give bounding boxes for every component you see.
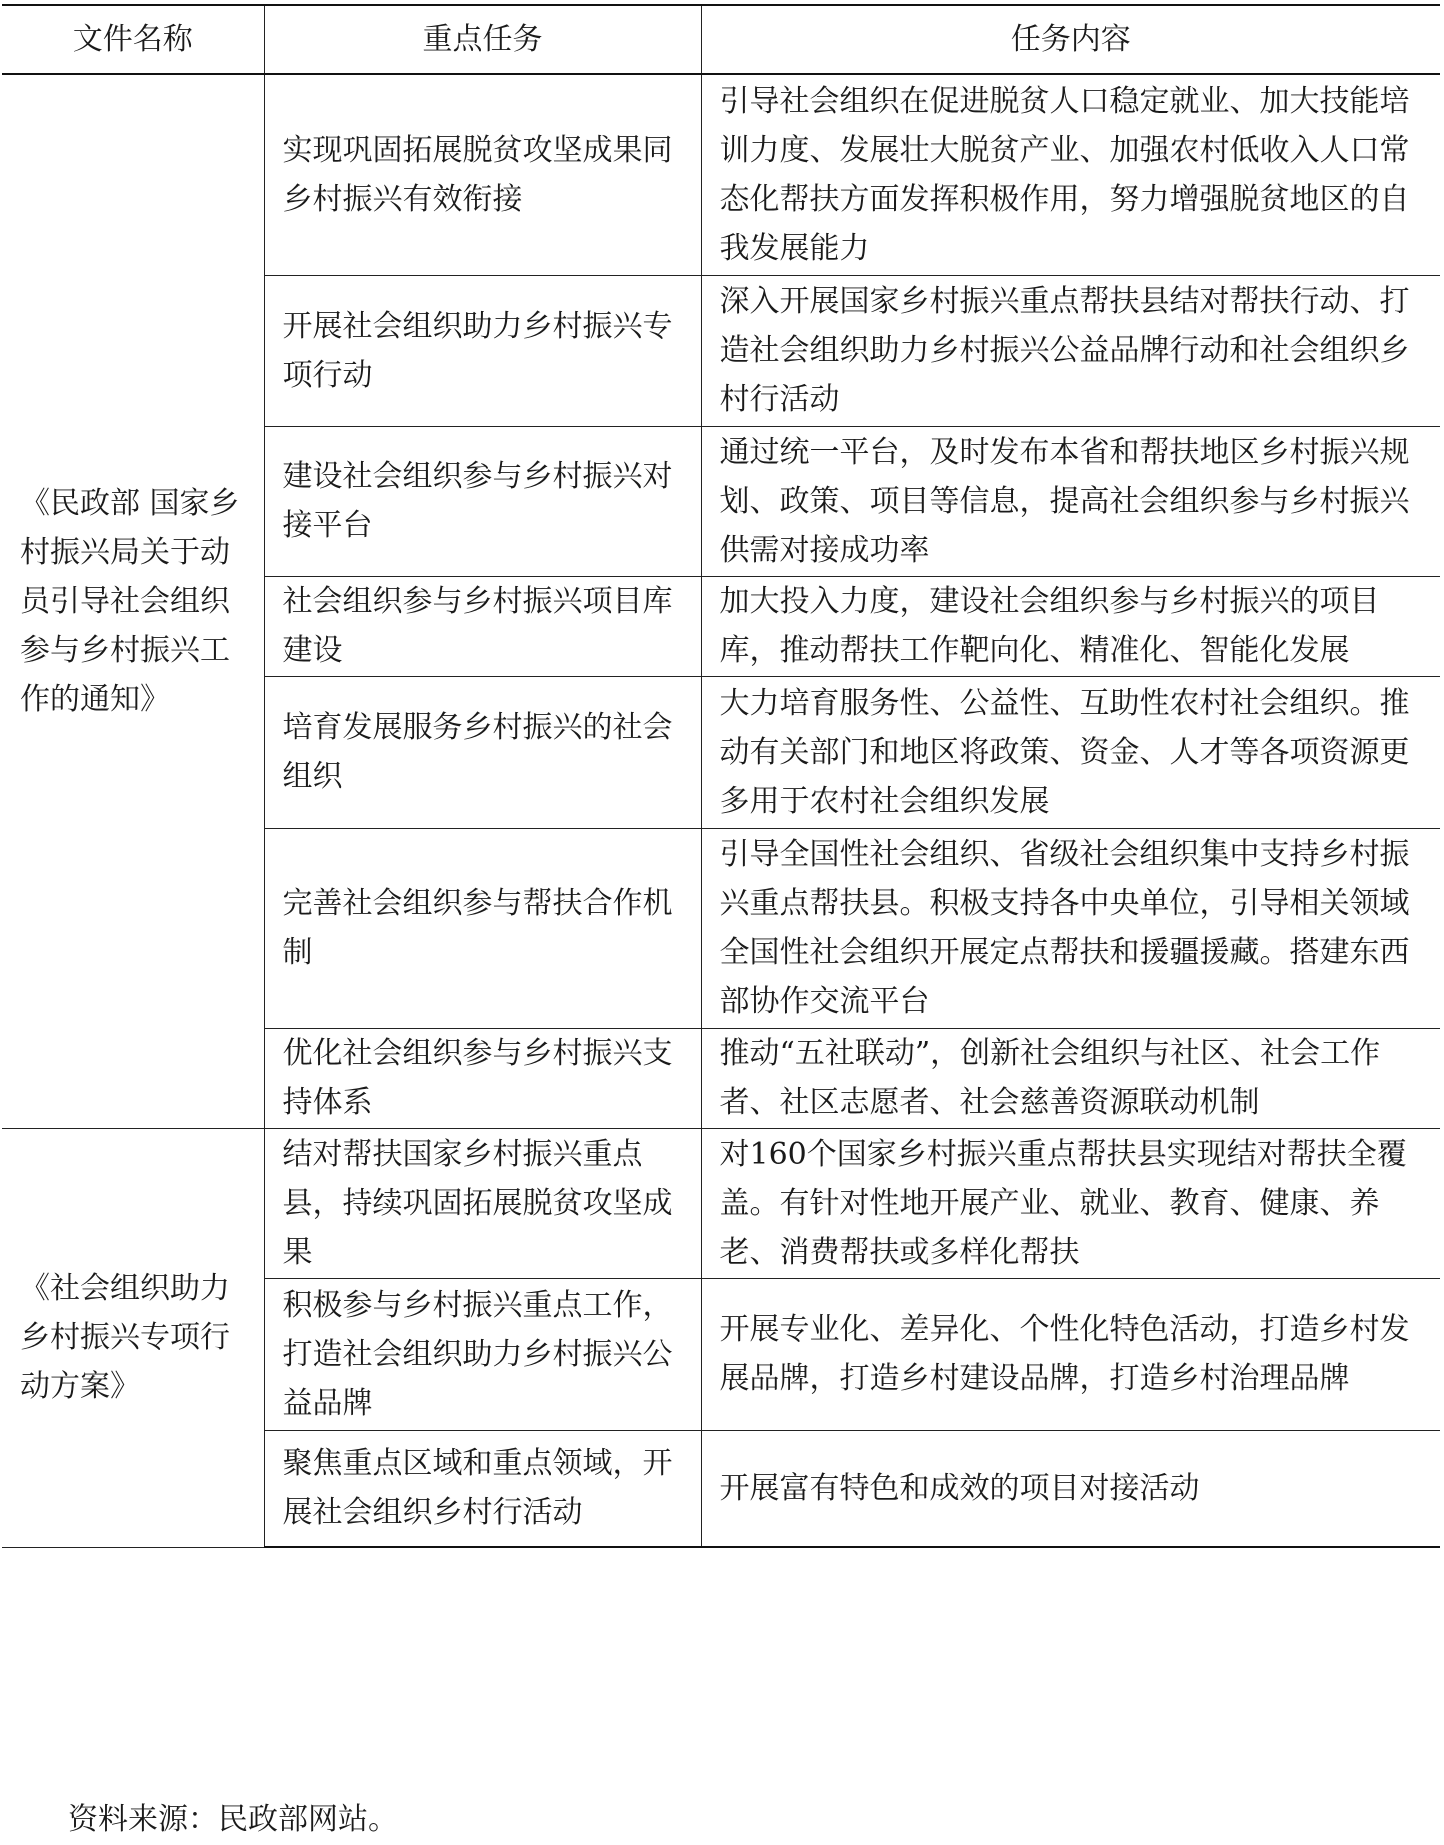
content-cell: 引导社会组织在促进脱贫人口稳定就业、加大技能培训力度、发展壮大脱贫产业、加强农村低收入人口常态化帮扶方面发挥积极作用，努力增强脱贫地区的自我发展能力 [701,74,1440,275]
header-key-task: 重点任务 [264,5,701,74]
header-row [2,5,1440,74]
task-cell: 培育发展服务乡村振兴的社会组织 [264,676,701,828]
content-cell: 开展专业化、差异化、个性化特色活动，打造乡村发展品牌，打造乡村建设品牌，打造乡村治理品牌 [701,1278,1440,1430]
content-cell: 大力培育服务性、公益性、互助性农村社会组织。推动有关部门和地区将政策、资金、人才等各项资源更多用于农村社会组织发展 [701,676,1440,828]
policy-table [2,4,1440,1548]
file-name-cell: 《社会组织助力乡村振兴专项行动方案》 [2,1128,264,1547]
content-cell: 深入开展国家乡村振兴重点帮扶县结对帮扶行动、打造社会组织助力乡村振兴公益品牌行动和社会组织乡村行活动 [701,275,1440,426]
task-cell: 完善社会组织参与帮扶合作机制 [264,828,701,1028]
task-cell: 积极参与乡村振兴重点工作，打造社会组织助力乡村振兴公益品牌 [264,1278,701,1430]
task-cell: 社会组织参与乡村振兴项目库建设 [264,576,701,676]
content-cell: 开展富有特色和成效的项目对接活动 [701,1430,1440,1547]
task-cell: 建设社会组织参与乡村振兴对接平台 [264,426,701,576]
header-task-content: 任务内容 [701,5,1440,74]
content-cell: 引导全国性社会组织、省级社会组织集中支持乡村振兴重点帮扶县。积极支持各中央单位，引导相关领域全国性社会组织开展定点帮扶和援疆援藏。搭建东西部协作交流平台 [701,828,1440,1028]
task-cell: 结对帮扶国家乡村振兴重点县，持续巩固拓展脱贫攻坚成果 [264,1128,701,1278]
file-name-cell: 《民政部 国家乡村振兴局关于动员引导社会组织参与乡村振兴工作的通知》 [2,74,264,1128]
content-cell: 加大投入力度，建设社会组织参与乡村振兴的项目库，推动帮扶工作靶向化、精准化、智能化发展 [701,576,1440,676]
content-cell: 推动“五社联动”，创新社会组织与社区、社会工作者、社区志愿者、社会慈善资源联动机制 [701,1028,1440,1128]
header-file-name: 文件名称 [2,5,264,74]
task-cell: 聚焦重点区域和重点领域，开展社会组织乡村行活动 [264,1430,701,1547]
table-row [2,74,1440,275]
task-cell: 实现巩固拓展脱贫攻坚成果同乡村振兴有效衔接 [264,74,701,275]
content-cell: 通过统一平台，及时发布本省和帮扶地区乡村振兴规划、政策、项目等信息，提高社会组织参与乡村振兴供需对接成功率 [701,426,1440,576]
content-cell: 对160个国家乡村振兴重点帮扶县实现结对帮扶全覆盖。有针对性地开展产业、就业、教育、健康、养老、消费帮扶或多样化帮扶 [701,1128,1440,1278]
task-cell: 优化社会组织参与乡村振兴支持体系 [264,1028,701,1128]
task-cell: 开展社会组织助力乡村振兴专项行动 [264,275,701,426]
table-row [2,1128,1440,1278]
source-note: 资料来源：民政部网站。 [68,1802,398,1837]
